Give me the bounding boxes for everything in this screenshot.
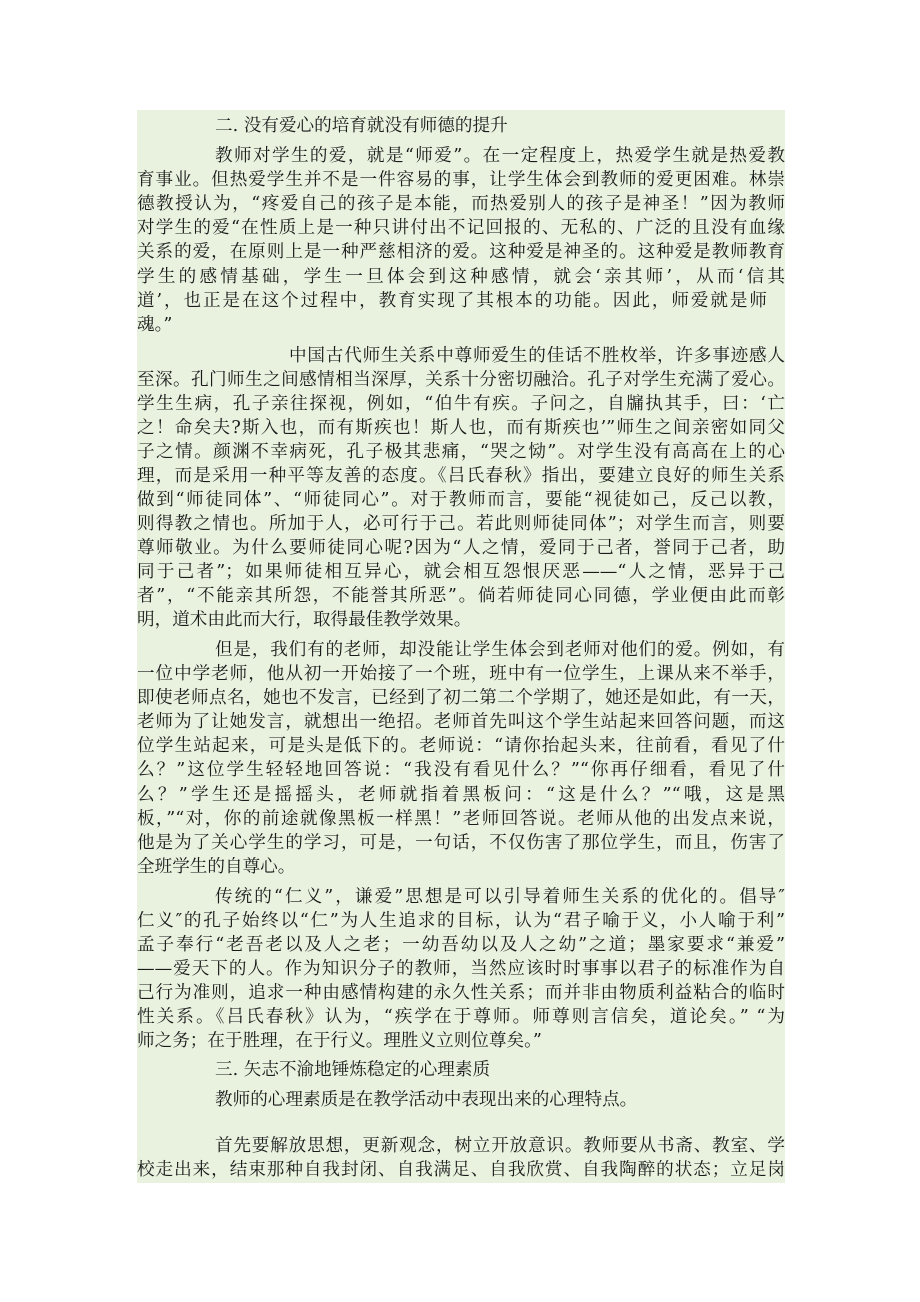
- paragraph-line: 老师为了让她发言，就想出一绝招。老师首先叫这个学生站起来回答问题，而这: [137, 712, 785, 732]
- document-page: [137, 110, 785, 1183]
- paragraph-line: 者”，“不能亲其所怨，不能誉其所恶”。倘若师徒同心同德，学业便由此而彰: [137, 586, 785, 606]
- paragraph-line: 己行为准则，追求一种由感情构建的永久性关系；而并非由物质利益粘合的临时: [137, 983, 785, 1003]
- paragraph-line: 仁义″的孔子始终以“仁”为人生追求的目标，认为“君子喻于义，小人喻于利”: [137, 911, 785, 931]
- paragraph-line: 板，”“对，你的前途就像黑板一样黑！”老师回答说。老师从他的出发点来说，: [137, 809, 785, 829]
- paragraph-line: 德教授认为，“疼爱自己的孩子是本能，而热爱别人的孩子是神圣！”因为教师: [137, 194, 785, 214]
- paragraph-line: 道’，也正是在这个过程中，教育实现了其根本的功能。因此，师爱就是师: [137, 291, 767, 311]
- paragraph-line: 子之情。颜渊不幸病死，孔子极其悲痛，“哭之恸”。对学生没有高高在上的心: [137, 442, 785, 462]
- paragraph-line: 首先要解放思想，更新观念，树立开放意识。教师要从书斋、教室、学: [215, 1136, 785, 1156]
- paragraph-line: 一位中学老师，他从初一开始接了一个班，班中有一位学生，上课从来不举手，: [137, 664, 785, 684]
- paragraph-line: 全班学生的自尊心。: [137, 857, 296, 877]
- paragraph-line: 么？”学生还是摇摇头，老师就指着黑板问：“这是什么？”“哦，这是黑: [137, 785, 785, 805]
- paragraph-line: 校走出来，结束那种自我封闭、自我满足、自我欣赏、自我陶醉的状态；立足岗: [137, 1160, 785, 1180]
- paragraph-line: 关系的爱，在原则上是一种严慈相济的爱。这种爱是神圣的。这种爱是教师教育: [137, 242, 785, 262]
- paragraph-line: 之！命矣夫?斯入也，而有斯疾也！斯人也，而有斯疾也’”师生之间亲密如同父: [137, 418, 785, 438]
- paragraph-line: 学生的感情基础，学生一旦体会到这种感情，就会‘亲其师’，从而‘信其: [137, 267, 785, 287]
- paragraph-line: ——爱天下的人。作为知识分子的教师，当然应该时时事事以君子的标准作为自: [137, 959, 785, 979]
- paragraph-line: 位学生站起来，可是头是低下的。老师说：“请你抬起头来，往前看，看见了什: [137, 736, 785, 756]
- paragraph-line: 做到“师徒同体”、“师徒同心”。对于教师而言，要能“视徒如己，反己以教，: [137, 490, 785, 510]
- section-heading-2: 二. 没有爱心的培育就没有师德的提升: [215, 116, 508, 136]
- paragraph-line: 魂。”: [137, 315, 173, 335]
- paragraph-line: 师之务；在于胜理，在于行义。理胜义立则位尊矣。”: [137, 1031, 542, 1051]
- paragraph-line: 么？”这位学生轻轻地回答说：“我没有看见什么？”“你再仔细看，看见了什: [137, 760, 785, 780]
- paragraph-line: 理，而是采用一种平等友善的态度。《吕氏春秋》指出，要建立良好的师生关系: [137, 466, 785, 486]
- paragraph-line: 学生生病，孔子亲往探视，例如，“伯牛有疾。子问之，自牖执其手，曰：‘亡: [137, 394, 785, 414]
- paragraph-line: 至深。孔门师生之间感情相当深厚，关系十分密切融洽。孔子对学生充满了爱心。: [137, 370, 785, 390]
- paragraph-line: 性关系。《吕氏春秋》认为，“疾学在于尊师。师尊则言信矣，道论矣。” “为: [137, 1007, 785, 1027]
- paragraph-line: 中国古代师生关系中尊师爱生的佳话不胜枚举，许多事迹感人: [289, 346, 785, 366]
- paragraph-line: 尊师敬业。为什么要师徒同心呢?因为“人之情，爱同于己者，誉同于己者，助: [137, 538, 785, 558]
- paragraph-line: 即使老师点名，她也不发言，已经到了初二第二个学期了，她还是如此，有一天，: [137, 688, 785, 708]
- paragraph-line: 孟子奉行“老吾老以及人之老；一幼吾幼以及人之幼”之道；墨家要求“兼爱”: [137, 935, 785, 955]
- paragraph-line: 教师对学生的爱，就是“师爱”。在一定程度上，热爱学生就是热爱教: [215, 146, 785, 166]
- paragraph-line: 育事业。但热爱学生并不是一件容易的事，让学生体会到教师的爱更困难。林崇: [137, 170, 785, 190]
- paragraph-line: 则得教之情也。所加于人，必可行于己。若此则师徒同体”；对学生而言，则要: [137, 514, 785, 534]
- paragraph-line: 对学生的爱“在性质上是一种只讲付出不记回报的、无私的、广泛的且没有血缘: [137, 218, 785, 238]
- paragraph-line: 传统的“仁义”，谦爱”思想是可以引导着师生关系的优化的。倡导″: [215, 887, 785, 907]
- paragraph-line: 但是，我们有的老师，却没能让学生体会到老师对他们的爱。例如，有: [215, 640, 785, 660]
- section-heading-3: 三. 矢志不渝地锤炼稳定的心理素质: [215, 1060, 491, 1080]
- paragraph-line: 教师的心理素质是在教学活动中表现出来的心理特点。: [215, 1090, 638, 1110]
- paragraph-line: 同于己者”；如果师徒相互异心，就会相互怨恨厌恶——“人之情，恶异于己: [137, 562, 785, 582]
- paragraph-line: 他是为了关心学生的学习，可是，一句话，不仅伤害了那位学生，而且，伤害了: [137, 833, 785, 853]
- paragraph-line: 明，道术由此而大行，取得最佳教学效果。: [137, 610, 472, 630]
